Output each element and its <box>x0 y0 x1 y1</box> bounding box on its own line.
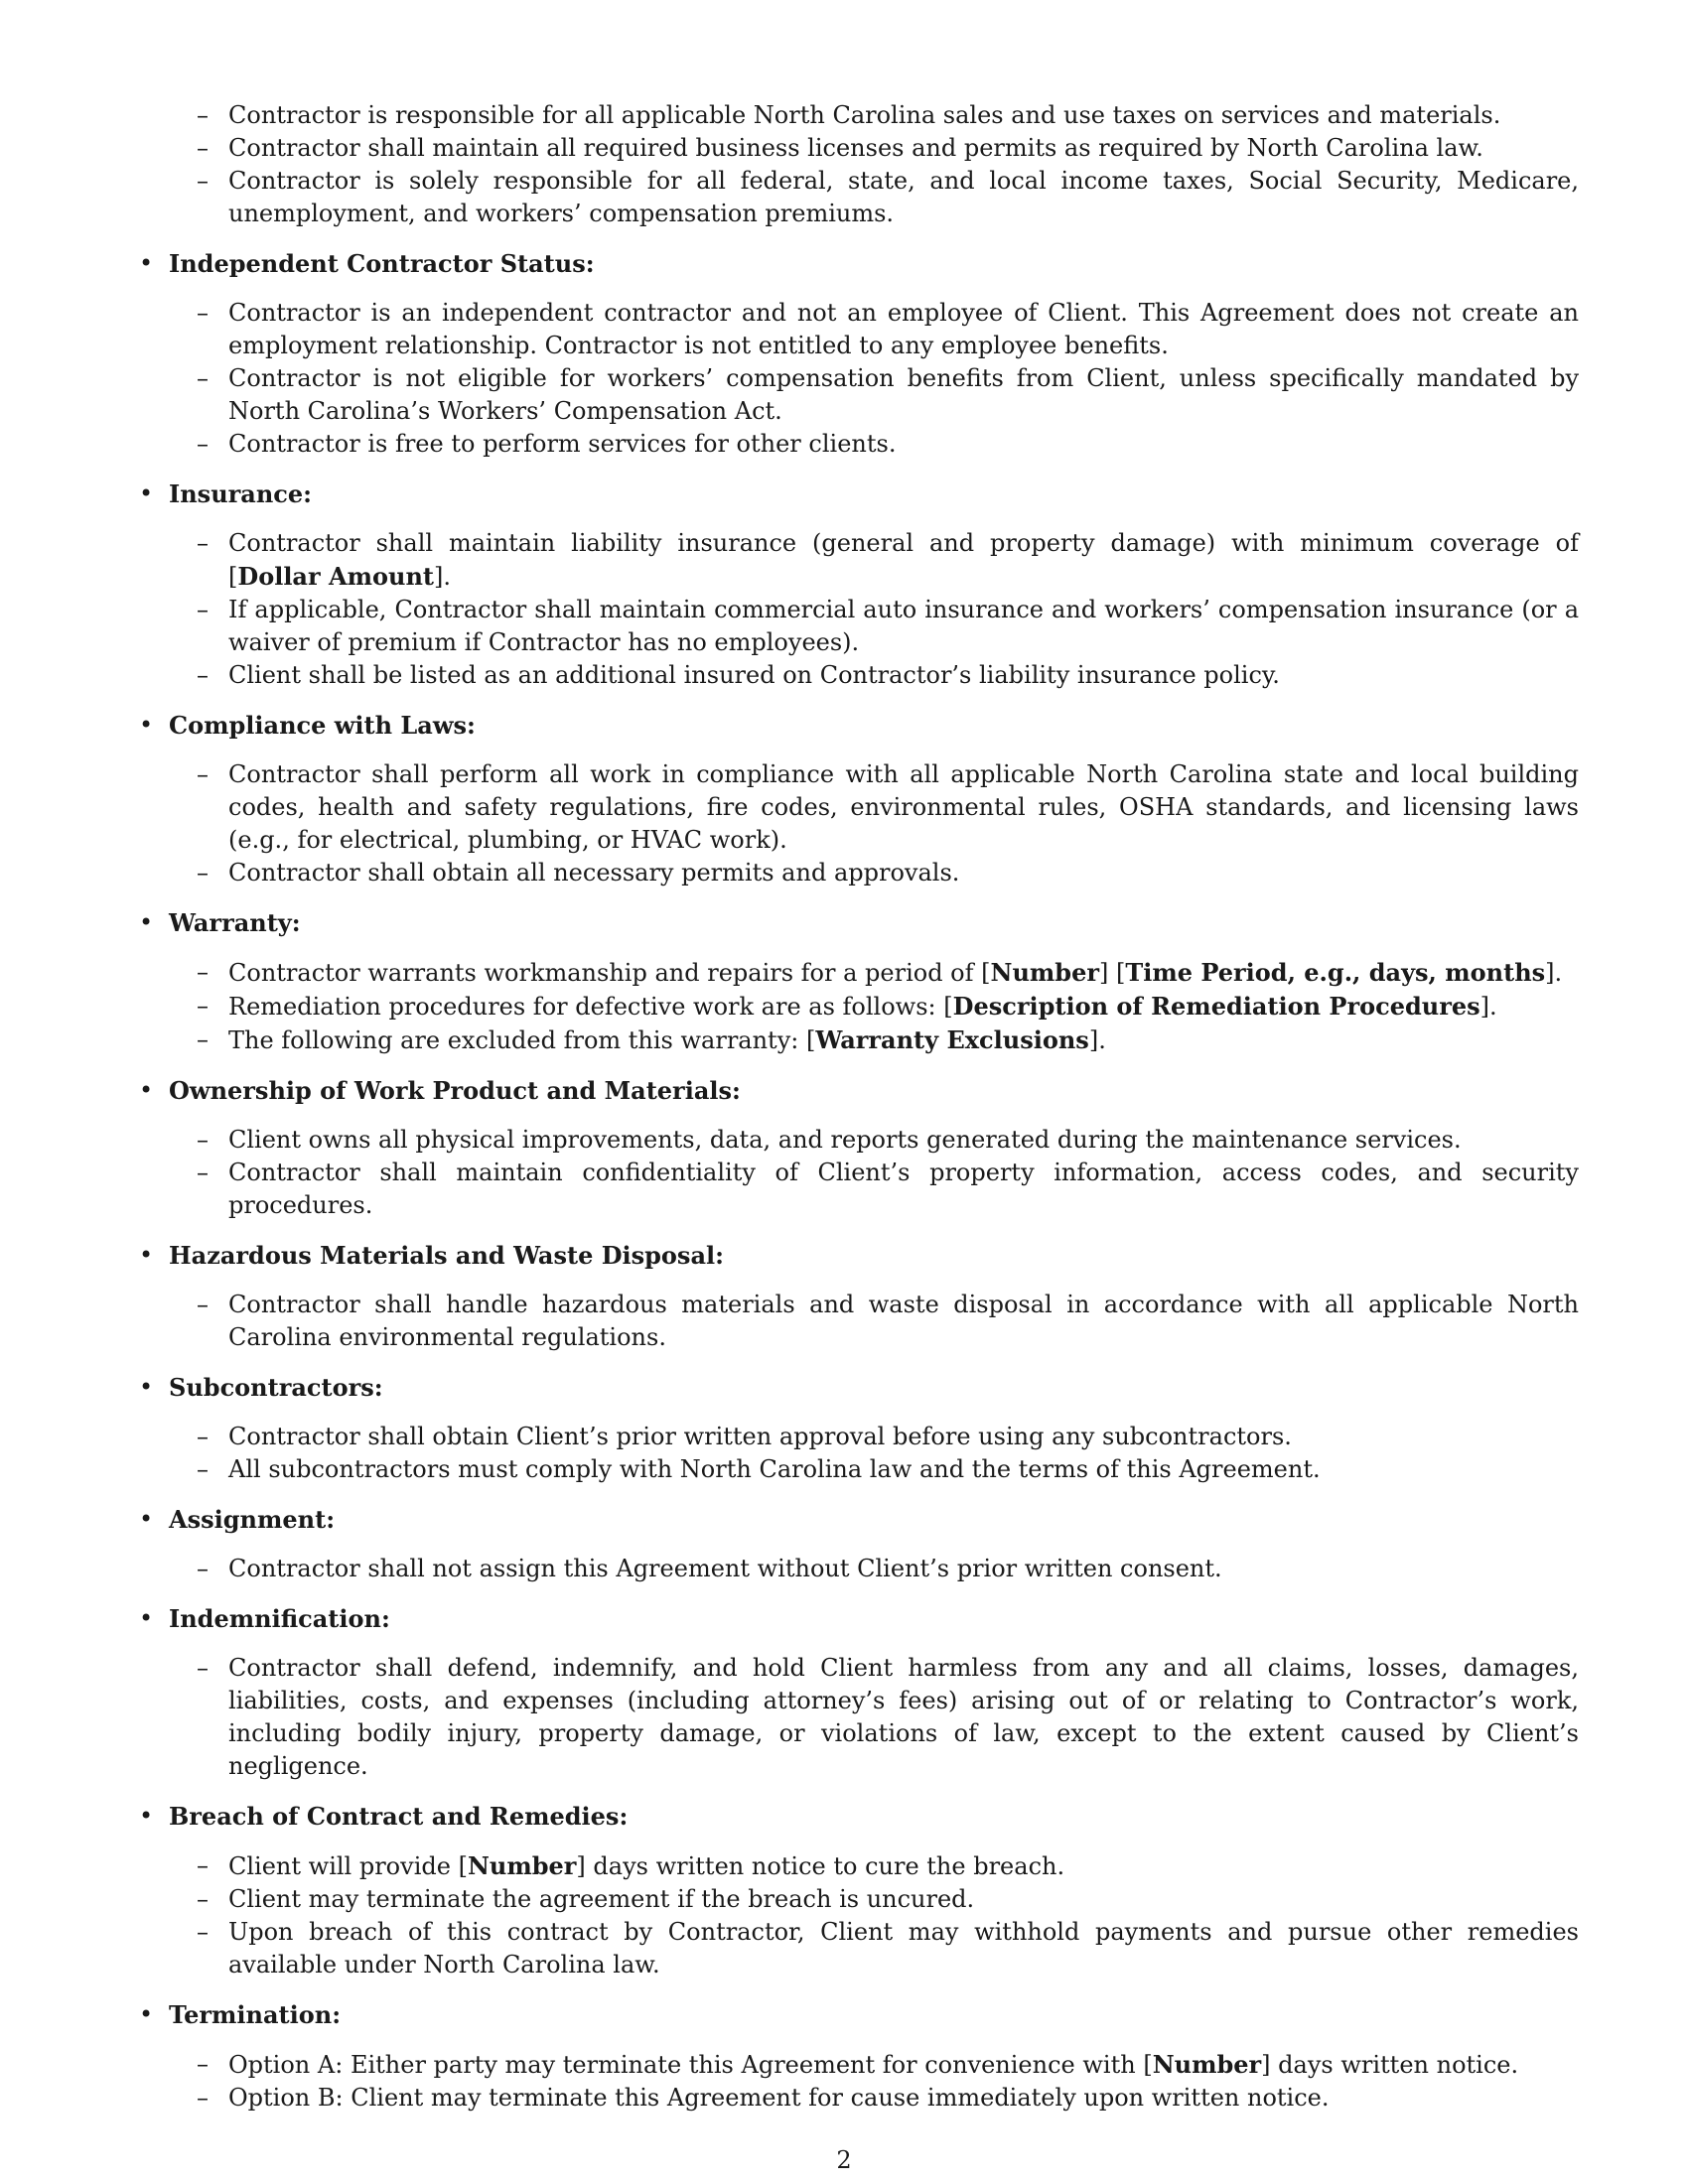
text-run: Contractor shall maintain liability insurance (general and property damage) with minimum coverage of [ <box>228 529 1579 591</box>
list-item <box>228 659 1579 692</box>
text-run: Option B: Client may terminate this Agreement for cause immediately upon written notice. <box>228 2084 1330 2112</box>
list-item <box>228 1453 1579 1486</box>
sections-container <box>139 247 1579 2115</box>
text-run: Client will provide [ <box>228 1852 468 1880</box>
section-heading: • Termination: <box>139 1998 1579 2031</box>
text-run: Contractor shall obtain Client’s prior written approval before using any subcontractors. <box>228 1423 1292 1450</box>
list-item: – Contractor is solely responsible for all federal, state, and local income taxes, Social Security, Medicare, unemployment, and workers’ compensation premiums. <box>228 165 1579 230</box>
section <box>139 247 1579 461</box>
text-run: If applicable, Contractor shall maintain commercial auto insurance and workers’ compensation insurance (or a waiver of premium if Contractor has no employees). <box>228 596 1579 656</box>
list-item <box>228 594 1579 659</box>
section-list <box>139 527 1579 692</box>
placeholder-field: Warranty Exclusions <box>815 1025 1089 1054</box>
section <box>139 709 1579 889</box>
text-run: ] [ <box>1099 959 1126 987</box>
text-run: All subcontractors must comply with North Carolina law and the terms of this Agreement. <box>228 1455 1321 1483</box>
list-item <box>228 1157 1579 1222</box>
section-list <box>139 297 1579 461</box>
section-list <box>139 1553 1579 1585</box>
text-run: Contractor is free to perform services for other clients. <box>228 430 897 458</box>
list-item <box>228 990 1579 1024</box>
section-heading: • Independent Contractor Status: <box>139 247 1579 280</box>
section-list <box>139 1849 1579 1981</box>
section-heading: • Subcontractors: <box>139 1371 1579 1404</box>
section-heading: • Hazardous Materials and Waste Disposal: <box>139 1239 1579 1272</box>
text-run: ]. <box>1088 1026 1106 1054</box>
text-run: Client owns all physical improvements, data, and reports generated during the maintenance services. <box>228 1126 1462 1154</box>
section-heading: • Warranty: <box>139 906 1579 939</box>
text-run: ]. <box>1545 959 1563 987</box>
section <box>139 478 1579 692</box>
section <box>139 1074 1579 1222</box>
text-run: ]. <box>434 563 451 591</box>
text-run: Contractor is not eligible for workers’ compensation benefits from Client, unless specifically mandated by North Carolina’s Workers’ Compensation Act. <box>228 364 1579 425</box>
text-run: Contractor shall not assign this Agreement without Client’s prior written consent. <box>228 1555 1222 1582</box>
section <box>139 1998 1579 2115</box>
placeholder-field: Number <box>467 1851 577 1880</box>
text-run: ] days written notice. <box>1261 2051 1519 2079</box>
list-item <box>228 297 1579 362</box>
list-item <box>228 1124 1579 1157</box>
section-heading: • Assignment: <box>139 1503 1579 1536</box>
section-list <box>139 1652 1579 1783</box>
list-item <box>228 1421 1579 1453</box>
text-run: Contractor is an independent contractor and not an employee of Client. This Agreement does not create an employment relationship. Contractor is not entitled to any employee benefits. <box>228 299 1579 359</box>
section-heading: • Ownership of Work Product and Materials: <box>139 1074 1579 1107</box>
text-run: Contractor warrants workmanship and repairs for a period of [ <box>228 959 991 987</box>
text-run: Contractor shall defend, indemnify, and hold Client harmless from any and all claims, losses, damages, liabilities, costs, and expenses (including attorney’s fees) arising out of or relating to Contractor’s work, including bodily injury, property damage, or violations of law, except to the extent caused by Client’s negligence. <box>228 1654 1579 1780</box>
text-run: Remediation procedures for defective work are as follows: [ <box>228 993 953 1021</box>
page-number: 2 <box>836 2146 852 2174</box>
placeholder-field: Number <box>990 958 1099 987</box>
list-item <box>228 857 1579 889</box>
text-run: ]. <box>1479 993 1497 1021</box>
placeholder-field: Time Period, e.g., days, months <box>1125 958 1546 987</box>
section <box>139 1602 1579 1783</box>
intro-list <box>139 99 1579 230</box>
section-list <box>139 956 1579 1057</box>
list-item <box>228 362 1579 428</box>
document-body <box>139 99 1579 2115</box>
list-item <box>228 1883 1579 1916</box>
list-item <box>228 758 1579 857</box>
text-run: ] days written notice to cure the breach. <box>576 1852 1065 1880</box>
list-item <box>228 2082 1579 2115</box>
placeholder-field: Dollar Amount <box>237 562 434 591</box>
text-run: Contractor shall obtain all necessary permits and approvals. <box>228 859 960 887</box>
list-item <box>228 1916 1579 1981</box>
section <box>139 906 1579 1057</box>
list-item: – Contractor is responsible for all applicable North Carolina sales and use taxes on services and materials. <box>228 99 1579 132</box>
section-heading: • Compliance with Laws: <box>139 709 1579 742</box>
list-item <box>228 2048 1579 2082</box>
placeholder-field: Description of Remediation Procedures <box>952 992 1480 1021</box>
list-item <box>228 428 1579 461</box>
section <box>139 1371 1579 1486</box>
section-list <box>139 2048 1579 2115</box>
text-run: Contractor shall perform all work in compliance with all applicable North Carolina state and local building codes, health and safety regulations, fire codes, environmental rules, OSHA standards, and licensing laws (e.g., for electrical, plumbing, or HVAC work). <box>228 760 1579 854</box>
text-run: The following are excluded from this warranty: [ <box>228 1026 816 1054</box>
section-list <box>139 1124 1579 1222</box>
section-heading: • Indemnification: <box>139 1602 1579 1635</box>
list-item <box>228 1652 1579 1783</box>
list-item <box>228 1553 1579 1585</box>
text-run: Contractor shall handle hazardous materials and waste disposal in accordance with all applicable North Carolina environmental regulations. <box>228 1291 1579 1351</box>
list-item <box>228 956 1579 990</box>
text-run: Contractor shall maintain confidentiality of Client’s property information, access codes, and security procedures. <box>228 1159 1579 1219</box>
section-list <box>139 1289 1579 1354</box>
list-item <box>228 527 1579 594</box>
text-run: Option A: Either party may terminate this Agreement for convenience with [ <box>228 2051 1153 2079</box>
section-heading: • Breach of Contract and Remedies: <box>139 1800 1579 1833</box>
section <box>139 1239 1579 1354</box>
list-item <box>228 1289 1579 1354</box>
placeholder-field: Number <box>1152 2050 1262 2079</box>
text-run: Upon breach of this contract by Contractor, Client may withhold payments and pursue other remedies available under North Carolina law. <box>228 1918 1579 1979</box>
section <box>139 1503 1579 1585</box>
text-run: Client may terminate the agreement if the breach is uncured. <box>228 1885 975 1913</box>
list-item: – Contractor shall maintain all required business licenses and permits as required by North Carolina law. <box>228 132 1579 165</box>
section-list <box>139 1421 1579 1486</box>
text-run: Client shall be listed as an additional insured on Contractor’s liability insurance policy. <box>228 661 1280 689</box>
list-item <box>228 1024 1579 1057</box>
section-heading: • Insurance: <box>139 478 1579 510</box>
section <box>139 1800 1579 1981</box>
list-item <box>228 1849 1579 1883</box>
section-list <box>139 758 1579 889</box>
